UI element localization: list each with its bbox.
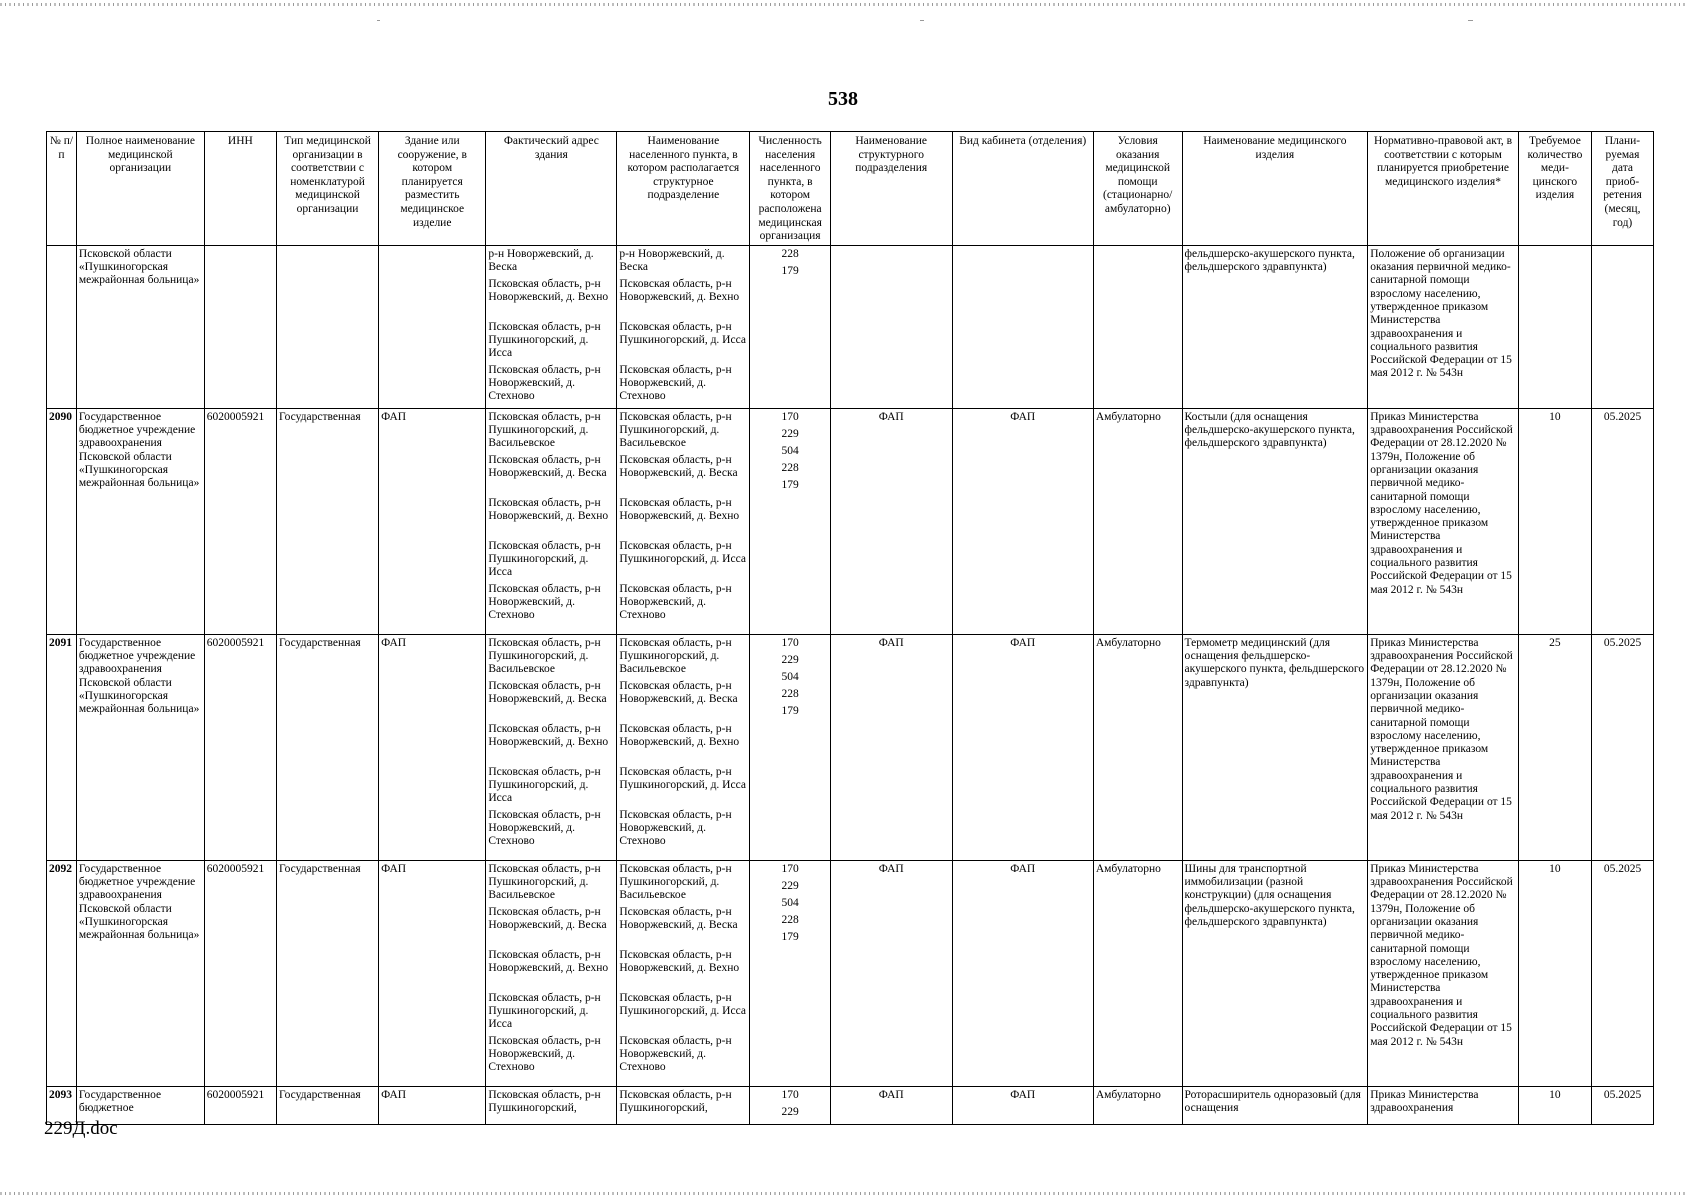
cell-act: Приказ Министерства здравоохранения Российской Федерации от 28.12.2020 № 1379н, Положение об организации оказания первичной медико-санитарной помощи взрослому населению, утвержденное приказом Министерства здравоохранения и социального развития Российской Федерации от 15 мая 2012 г. № 543н — [1368, 860, 1519, 1086]
population-item: 504 — [781, 670, 799, 683]
table-row — [47, 1086, 1654, 1124]
header-cell: Здание или сооружение, в котором планируется разместить медицинское изделие — [379, 132, 486, 246]
address-item: Псковская область, р-н Пушкиногорский, д. Исса — [488, 765, 601, 805]
address-item: Псковская область, р-н Новоржевский, д. Стехново — [488, 363, 601, 403]
cell-type: Государственная — [276, 408, 378, 634]
cell-population — [750, 245, 830, 408]
settlement-item: Псковская область, р-н Новоржевский, д. Вехно — [619, 496, 740, 523]
cell-device: Костыли (для оснащения фельдшерско-акушерского пункта, фельдшерского здравпункта) — [1182, 408, 1368, 634]
cell-date: 05.2025 — [1592, 860, 1654, 1086]
cell-num: 2090 — [47, 408, 77, 634]
cell-type: Государственная — [276, 634, 378, 860]
cell-type: Государственная — [276, 1086, 378, 1124]
settlement-item: р-н Новоржевский, д. Веска — [619, 247, 725, 274]
cell-building — [379, 245, 486, 408]
table-header-row — [47, 132, 1654, 246]
settlement-item: Псковская область, р-н Новоржевский, д. Веска — [619, 905, 738, 932]
address-item: Псковская область, р-н Пушкиногорский, д. Васильевское — [488, 410, 601, 450]
address-item: Псковская область, р-н Новоржевский, д. Стехново — [488, 1034, 601, 1074]
settlement-item: Псковская область, р-н Новоржевский, д. Вехно — [619, 277, 740, 304]
address-item: р-н Новоржевский, д. Веска — [488, 247, 594, 274]
cell-date — [1592, 245, 1654, 408]
population-item: 229 — [781, 1105, 799, 1118]
cell-settlements — [617, 634, 750, 860]
cell-act: Приказ Министерства здравоохранения Российской Федерации от 28.12.2020 № 1379н, Положение об организации оказания первичной медико-санитарной помощи взрослому населению, утвержденное приказом Министерства здравоохранения и социального развития Российской Федерации от 15 мая 2012 г. № 543н — [1368, 408, 1519, 634]
settlement-item: Псковская область, р-н Новоржевский, д. Стехново — [619, 808, 732, 848]
population-item: 179 — [781, 478, 799, 491]
cell-type: Государственная — [276, 860, 378, 1086]
cell-type — [276, 245, 378, 408]
cell-unit — [830, 245, 952, 408]
settlement-item: Псковская область, р-н Пушкиногорский, д. Васильевское — [619, 862, 732, 902]
page-number: 538 — [828, 88, 858, 110]
header-cell: Наименование медицинского изделия — [1182, 132, 1368, 246]
population-item: 229 — [781, 653, 799, 666]
settlement-item: Псковская область, р-н Новоржевский, д. Стехново — [619, 363, 732, 403]
header-cell: Численность населения населенного пункта, в котором расположена медицинская организация — [750, 132, 830, 246]
scan-top-edge — [0, 3, 1686, 6]
settlement-item: Псковская область, р-н Новоржевский, д. Стехново — [619, 1034, 732, 1074]
address-item: Псковская область, р-н Новоржевский, д. Веска — [488, 453, 607, 480]
address-item: Псковская область, р-н Новоржевский, д. Вехно — [488, 496, 609, 523]
header-cell: Нормативно-правовой акт, в соответствии с которым планируется приобретение медицинского изделия* — [1368, 132, 1519, 246]
cell-date: 05.2025 — [1592, 408, 1654, 634]
settlement-item: Псковская область, р-н Новоржевский, д. Веска — [619, 453, 738, 480]
header-cell: Требуемое количество меди-цинского изделия — [1518, 132, 1591, 246]
settlement-item: Псковская область, р-н Пушкиногорский, д. Исса — [619, 539, 746, 566]
address-item: Псковская область, р-н Пушкиногорский, д. Исса — [488, 539, 601, 579]
cell-unit: ФАП — [830, 860, 952, 1086]
scan-speck — [920, 20, 924, 21]
address-item: Псковская область, р-н Новоржевский, д. Веска — [488, 679, 607, 706]
table-row — [47, 408, 1654, 634]
population-item: 170 — [781, 410, 799, 423]
cell-addresses — [486, 1086, 617, 1124]
address-item: Псковская область, р-н Пушкиногорский, д. Исса — [488, 991, 601, 1031]
population-item: 228 — [781, 687, 799, 700]
population-item: 504 — [781, 444, 799, 457]
cell-cabinet: ФАП — [952, 1086, 1093, 1124]
address-item: Псковская область, р-н Новоржевский, д. Вехно — [488, 948, 609, 975]
cell-population — [750, 1086, 830, 1124]
address-item: Псковская область, р-н Новоржевский, д. Стехново — [488, 808, 601, 848]
cell-settlements — [617, 860, 750, 1086]
settlement-item: Псковская область, р-н Новоржевский, д. Стехново — [619, 582, 732, 622]
cell-population — [750, 860, 830, 1086]
population-item: 228 — [781, 913, 799, 926]
settlement-item: Псковская область, р-н Пушкиногорский, д. Васильевское — [619, 410, 732, 450]
cell-cabinet: ФАП — [952, 860, 1093, 1086]
cell-num: 2092 — [47, 860, 77, 1086]
cell-qty: 10 — [1518, 1086, 1591, 1124]
cell-population — [750, 634, 830, 860]
address-item: Псковская область, р-н Пушкиногорский, д. Исса — [488, 320, 601, 360]
document-filename: 229Д.doc — [44, 1118, 118, 1139]
population-item: 170 — [781, 862, 799, 875]
address-item: Псковская область, р-н Пушкиногорский, д. Васильевское — [488, 862, 601, 902]
settlement-item: Псковская область, р-н Пушкиногорский, д. Исса — [619, 991, 746, 1018]
cell-inn: 6020005921 — [204, 634, 276, 860]
population-item: 229 — [781, 427, 799, 440]
address-item: Псковская область, р-н Новоржевский, д. Вехно — [488, 277, 609, 304]
table-row — [47, 634, 1654, 860]
cell-num: 2091 — [47, 634, 77, 860]
cell-building: ФАП — [379, 860, 486, 1086]
header-cell: Плани-руемая дата приоб-ретения (месяц, год) — [1592, 132, 1654, 246]
scan-speck — [1468, 20, 1473, 21]
header-cell: ИНН — [204, 132, 276, 246]
cell-settlements — [617, 245, 750, 408]
population-item: 228 — [781, 461, 799, 474]
cell-conditions — [1093, 245, 1182, 408]
cell-unit: ФАП — [830, 408, 952, 634]
cell-org: Государственное бюджетное — [76, 1086, 204, 1124]
population-item: 170 — [781, 636, 799, 649]
cell-device: фельдшерско-акушерского пункта, фельдшерского здравпункта) — [1182, 245, 1368, 408]
cell-addresses — [486, 245, 617, 408]
cell-device: Термометр медицинский (для оснащения фельдшерско-акушерского пункта, фельдшерского здравпункта) — [1182, 634, 1368, 860]
cell-num: 2093 — [47, 1086, 77, 1124]
address-item: Псковская область, р-н Новоржевский, д. Вехно — [488, 722, 609, 749]
scan-bottom-edge — [0, 1192, 1686, 1195]
cell-population — [750, 408, 830, 634]
cell-cabinet — [952, 245, 1093, 408]
cell-cabinet: ФАП — [952, 408, 1093, 634]
cell-date: 05.2025 — [1592, 1086, 1654, 1124]
table-row-continuation — [47, 245, 1654, 408]
settlement-item: Псковская область, р-н Пушкиногорский, д. Исса — [619, 320, 746, 347]
cell-addresses — [486, 860, 617, 1086]
cell-inn — [204, 245, 276, 408]
cell-org: Государственное бюджетное учреждение здравоохранения Псковской области «Пушкиногорская межрайонная больница» — [76, 860, 204, 1086]
scan-speck — [377, 20, 380, 21]
cell-addresses — [486, 634, 617, 860]
cell-act: Положение об организации оказания первичной медико-санитарной помощи взрослому населению, утвержденное приказом Министерства здравоохранения и социального развития Российской Федерации от 15 мая 2012 г. № 543н — [1368, 245, 1519, 408]
cell-inn: 6020005921 — [204, 1086, 276, 1124]
cell-conditions: Амбулаторно — [1093, 860, 1182, 1086]
cell-qty: 25 — [1518, 634, 1591, 860]
settlement-item: Псковская область, р-н Новоржевский, д. Веска — [619, 679, 738, 706]
cell-device: Роторасширитель одноразовый (для оснащения — [1182, 1086, 1368, 1124]
header-cell: № п/п — [47, 132, 77, 246]
header-cell: Наименование населенного пункта, в котором располагается структурное подразделение — [617, 132, 750, 246]
header-cell: Вид кабинета (отделения) — [952, 132, 1093, 246]
settlement-item: Псковская область, р-н Новоржевский, д. Вехно — [619, 948, 740, 975]
table-row — [47, 860, 1654, 1086]
population-item: 228 — [781, 247, 799, 260]
population-item: 170 — [781, 1088, 799, 1101]
cell-conditions: Амбулаторно — [1093, 634, 1182, 860]
header-cell: Условия оказания медицинской помощи (стационарно/ амбулаторно) — [1093, 132, 1182, 246]
settlement-item: Псковская область, р-н Пушкиногорский, д. Васильевское — [619, 636, 732, 676]
cell-settlements — [617, 1086, 750, 1124]
cell-conditions: Амбулаторно — [1093, 408, 1182, 634]
header-cell: Полное наименование медицинской организации — [76, 132, 204, 246]
cell-addresses — [486, 408, 617, 634]
cell-qty: 10 — [1518, 860, 1591, 1086]
header-cell: Наименование структурного подразделения — [830, 132, 952, 246]
settlement-item: Псковская область, р-н Новоржевский, д. Вехно — [619, 722, 740, 749]
cell-org: Государственное бюджетное учреждение здравоохранения Псковской области «Пушкиногорская межрайонная больница» — [76, 408, 204, 634]
address-item: Псковская область, р-н Пушкиногорский, — [488, 1088, 601, 1115]
address-item: Псковская область, р-н Новоржевский, д. Веска — [488, 905, 607, 932]
population-item: 179 — [781, 704, 799, 717]
cell-inn: 6020005921 — [204, 408, 276, 634]
cell-qty — [1518, 245, 1591, 408]
address-item: Псковская область, р-н Пушкиногорский, д. Васильевское — [488, 636, 601, 676]
header-cell: Тип медицинской организации в соответствии с номенклатурой медицинской организации — [276, 132, 378, 246]
cell-building: ФАП — [379, 1086, 486, 1124]
cell-qty: 10 — [1518, 408, 1591, 634]
cell-unit: ФАП — [830, 634, 952, 860]
cell-unit: ФАП — [830, 1086, 952, 1124]
cell-cabinet: ФАП — [952, 634, 1093, 860]
population-item: 179 — [781, 264, 799, 277]
population-item: 504 — [781, 896, 799, 909]
population-item: 179 — [781, 930, 799, 943]
address-item: Псковская область, р-н Новоржевский, д. Стехново — [488, 582, 601, 622]
cell-device: Шины для транспортной иммобилизации (разной конструкции) (для оснащения фельдшерско-акушерского пункта, фельдшерского здравпункта) — [1182, 860, 1368, 1086]
equipment-table — [46, 131, 1654, 1125]
cell-conditions: Амбулаторно — [1093, 1086, 1182, 1124]
cell-date: 05.2025 — [1592, 634, 1654, 860]
cell-act: Приказ Министерства здравоохранения — [1368, 1086, 1519, 1124]
settlement-item: Псковская область, р-н Пушкиногорский, — [619, 1088, 732, 1115]
cell-building: ФАП — [379, 408, 486, 634]
cell-inn: 6020005921 — [204, 860, 276, 1086]
header-cell: Фактический адрес здания — [486, 132, 617, 246]
population-item: 229 — [781, 879, 799, 892]
cell-settlements — [617, 408, 750, 634]
cell-org: Псковской области «Пушкиногорская межрайонная больница» — [76, 245, 204, 408]
cell-building: ФАП — [379, 634, 486, 860]
cell-num — [47, 245, 77, 408]
cell-org: Государственное бюджетное учреждение здравоохранения Псковской области «Пушкиногорская межрайонная больница» — [76, 634, 204, 860]
settlement-item: Псковская область, р-н Пушкиногорский, д. Исса — [619, 765, 746, 792]
cell-act: Приказ Министерства здравоохранения Российской Федерации от 28.12.2020 № 1379н, Положение об организации оказания первичной медико-санитарной помощи взрослому населению, утвержденное приказом Министерства здравоохранения и социального развития Российской Федерации от 15 мая 2012 г. № 543н — [1368, 634, 1519, 860]
